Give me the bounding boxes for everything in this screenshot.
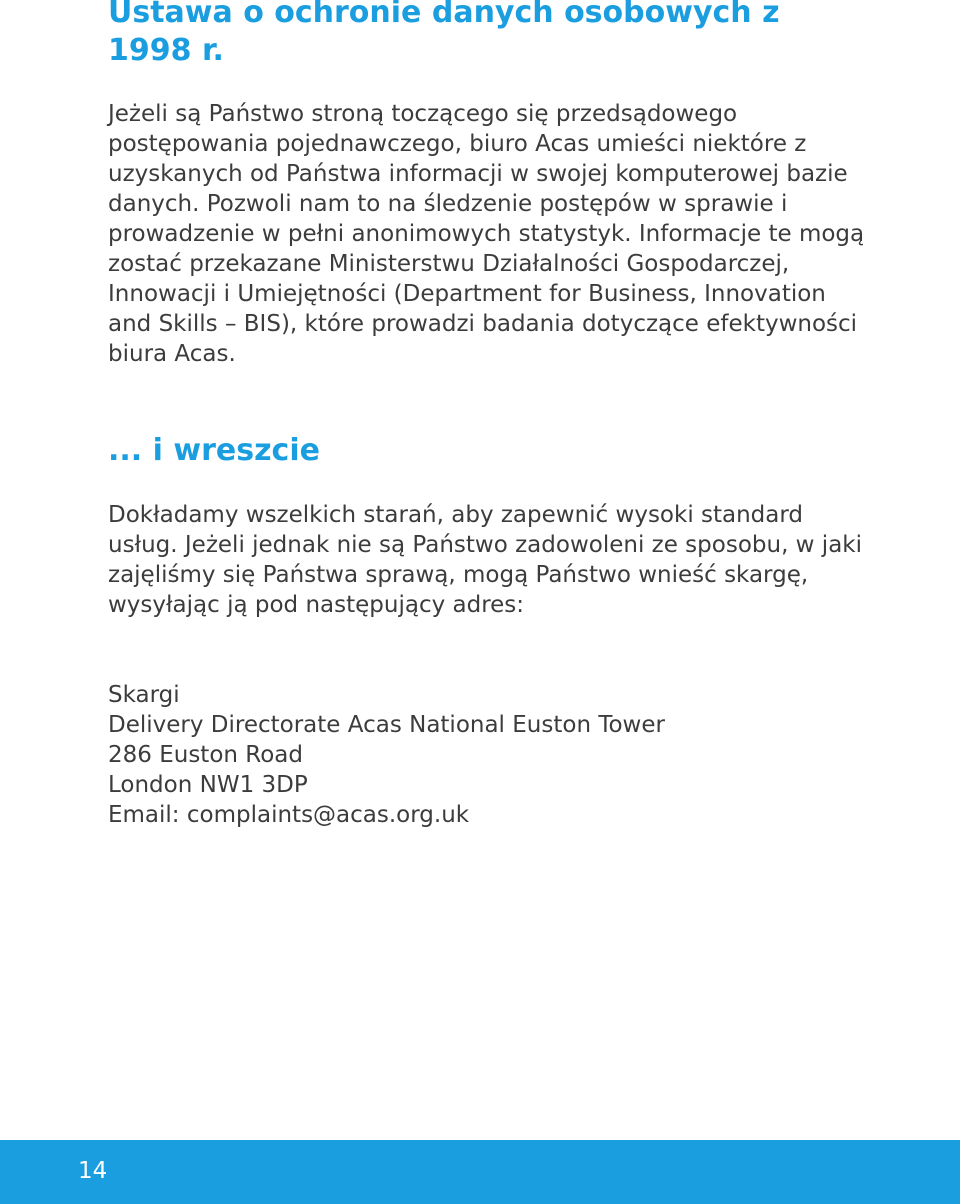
section-heading: ... i wreszcie [108,433,320,468]
page-number: 14 [78,1158,108,1184]
page-title: Ustawa o ochronie danych osobowych z 1998 r. [108,0,780,68]
address-line-city: London NW1 3DP [108,772,308,798]
complaints-paragraph: Dokładamy wszelkich starań, aby zapewnić wysoki standard usług. Jeżeli jednak nie są Państwo zadowoleni ze sposobu, w jaki zajęliśmy się Państwa sprawą, mogą Państwo wnieść skargę, wysyłając ją pod następujący adres: [108,502,863,618]
complaints-address [108,680,868,830]
address-line-directorate: Delivery Directorate Acas National Euston Tower [108,712,665,738]
address-line-email: Email: complaints@acas.org.uk [108,802,470,828]
footer-bar [0,1140,960,1204]
address-line-street: 286 Euston Road [108,742,303,768]
data-protection-paragraph: Jeżeli są Państwo stroną toczącego się przedsądowego postępowania pojednawczego, biuro Acas umieści niektóre z uzyskanych od Państwa informacji w swojej komputerowej bazie danych. Pozwoli nam to na śledzenie postępów w sprawie i prowadzenie w pełni anonimowych statystyk. Informacje te mogą zostać przekazane Ministerstwu Działalności Gospodarczej, Innowacji i Umiejętności (Department for Business, Innovation and Skills – BIS), które prowadzi badania dotyczące efektywności biura Acas. [108,101,865,367]
address-line-department: Skargi [108,682,180,708]
